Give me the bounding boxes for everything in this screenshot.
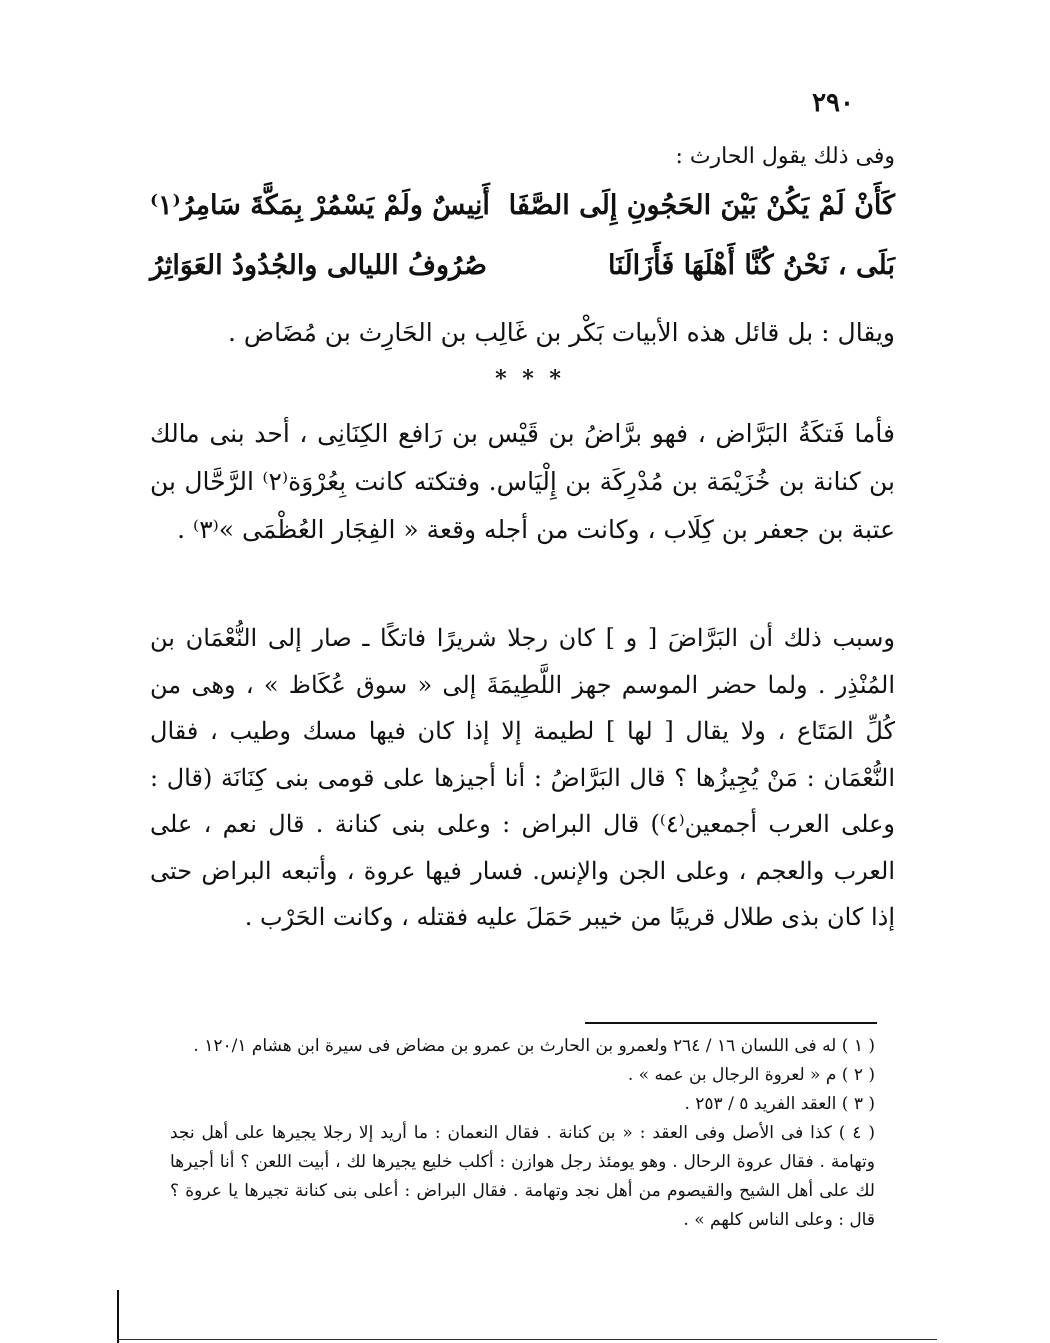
poem-verse-1	[150, 190, 895, 221]
page-number: ٢٩٠	[812, 88, 854, 118]
footnotes	[170, 1032, 875, 1235]
verse-2-first-hemistich: بَلَى ، نَحْنُ كُنَّا أَهْلَهَا فَأَزَالَنَا	[607, 250, 895, 281]
scan-bottom-edge	[117, 1339, 937, 1340]
paragraph-1: فأما فَتكَةُ البَرَّاض ، فهو برَّاضُ بن قَيْس بن رَافع الكِنَانِى ، أحد بنى مالك بن كنانة بن خُزَيْمَة بن مُدْرِكَة بن إِلْيَاس. وفتكته كانت بِعُرْوَة⁽٢⁾ الرَّحَّال بن عتبة بن جعفر بن كِلَاب ، وكانت من أجله وقعة « الفِجَار العُظْمَى »⁽٣⁾ .	[150, 419, 895, 544]
intro-line: وفى ذلك يقول الحارث :	[675, 144, 895, 169]
footnote-divider	[585, 1022, 877, 1024]
scan-margin-line	[117, 1290, 119, 1343]
footnote-4: ( ٤ ) كذا فى الأصل وفى العقد : « بن كنانة . فقال النعمان : ما أريد إلا رجلا يجيرها على أهل نجد وتهامة . فقال عروة الرحال . وهو يومئذ رجل هوازن : أكلب خليع يجيرها لك ، أبيت اللعن ؟ أنا أجيرها لك على أهل الشيح والقيصوم من أهل نجد وتهامة . فقال البراض : أعلى بنى كنانة تجيرها يا عروة ؟ قال : وعلى الناس كلهم » .	[170, 1123, 875, 1230]
section-separator: * * *	[495, 366, 565, 392]
verse-2-second-hemistich: صُرُوفُ الليالى والجُدُودُ العَوَاثِرُ	[150, 250, 487, 281]
paragraph-2: وسبب ذلك أن البَرَّاضَ [ و ] كان رجلا شريرًا فاتكًا ـ صار إلى النُّعْمَان بن المُنْذِر . ولما حضر الموسم جهز اللَّطِيمَةَ إلى « سوق عُكَاظ » ، وهى من كُلِّ المَتَاع ، ولا يقال [ لها ] لطيمة إلا إذا كان فيها مسك وطيب ، فقال النُّعْمَان : مَنْ يُجِيزُها ؟ قال البَرَّاضُ : أنا أجيزها على قومى بنى كِنَانَة (قال : وعلى العرب أجمعين⁽٤⁾) قال البراض : وعلى بنى كنانة . قال نعم ، على العرب والعجم ، وعلى الجن والإنس. فسار فيها عروة ، وأتبعه البراض حتى إذا كان بذى طلال قريبًا من خيبر حَمَلَ عليه فقتله ، وكانت الحَرْب .	[150, 624, 896, 931]
verse-1-second-hemistich: أَنِيسٌ ولَمْ يَسْمُرْ بِمَكَّةَ سَامِرُ⁽١⁾	[150, 190, 490, 221]
footnote-1: ( ١ ) له فى اللسان ١٦ / ٢٦٤ ولعمرو بن الحارث بن عمرو بن مضاض فى سيرة ابن هشام ١٢٠/١ .	[193, 1036, 875, 1056]
poem-verse-2	[150, 250, 895, 281]
attribution-line: ويقال : بل قائل هذه الأبيات بَكْر بن غَالِب بن الحَارِث بن مُضَاض .	[228, 318, 895, 347]
footnote-3: ( ٣ ) العقد الفريد ٥ / ٢٥٣ .	[684, 1094, 875, 1114]
footnote-2: ( ٢ ) م « لعروة الرجال بن عمه » .	[627, 1065, 875, 1085]
verse-1-first-hemistich: كَأَنْ لَمْ يَكُنْ بَيْنَ الحَجُونِ إِلَى الصَّفَا	[508, 190, 895, 221]
